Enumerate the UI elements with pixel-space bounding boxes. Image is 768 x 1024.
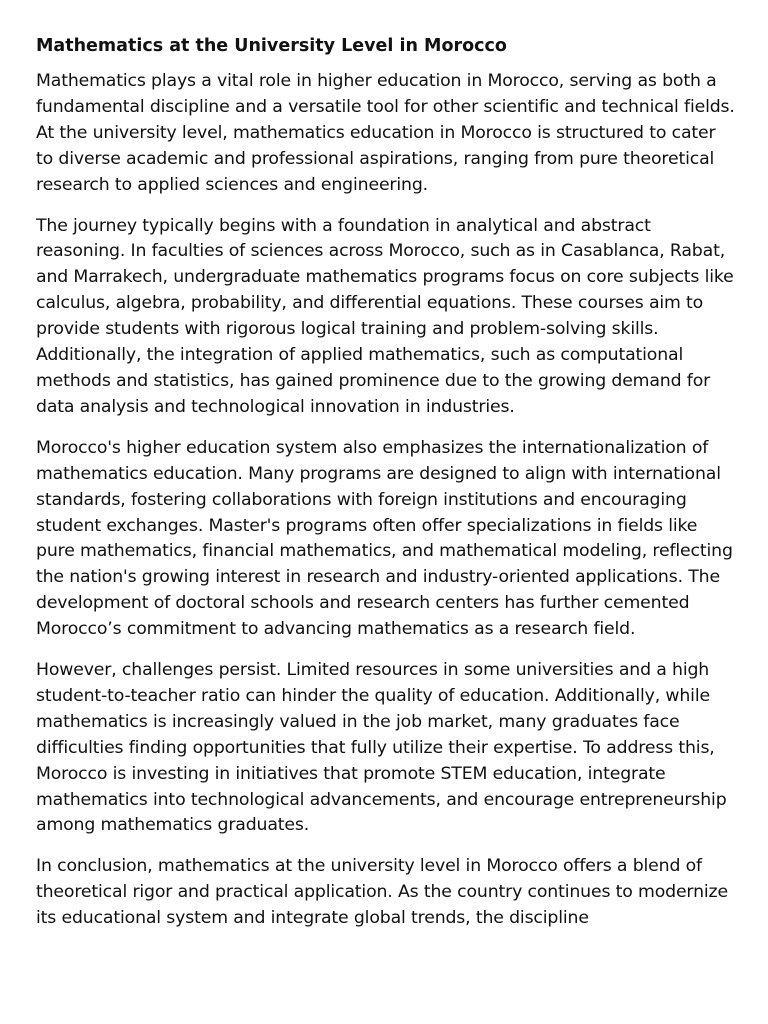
paragraph-introduction: Mathematics plays a vital role in higher education in Morocco, serving as both a fundamental discipline and a versatile tool for other scientific and technical fields. At the university level, mathematics education in Morocco is structured to cater to diverse academic and professional aspirations, ranging from pure theoretical research to applied sciences and engineering. bbox=[36, 71, 735, 195]
paragraph-undergraduate-foundation: The journey typically begins with a foundation in analytical and abstract reasoning. In faculties of sciences across Morocco, such as in Casablanca, Rabat, and Marrakech, undergraduate mathematics programs focus on core subjects like calculus, algebra, probability, and differential equations. These courses aim to provide students with rigorous logical training and problem-solving skills. Additionally, the integration of applied mathematics, such as computational methods and statistics, has gained prominence due to the growing demand for data analysis and technological innovation in industries. bbox=[36, 215, 734, 417]
paragraph-challenges: However, challenges persist. Limited resources in some universities and a high student-to-teacher ratio can hinder the quality of education. Additionally, while mathematics is increasingly valued in the job market, many graduates face difficulties finding opportunities that fully utilize their expertise. To address this, Morocco is investing in initiatives that promote STEM education, integrate mathematics into technological advancements, and encourage entrepreneurship among mathematics graduates. bbox=[36, 660, 727, 836]
paragraph-internationalization: Morocco's higher education system also emphasizes the internationalization of mathematics education. Many programs are designed to align with international standards, fostering collaborations with foreign institutions and encouraging student exchanges. Master's programs often offer specializations in fields like pure mathematics, financial mathematics, and mathematical modeling, reflecting the nation's growing interest in research and industry-oriented applications. The development of doctoral schools and research centers has further cemented Morocco’s commitment to advancing mathematics as a research field. bbox=[36, 437, 733, 640]
document-page bbox=[36, 33, 736, 947]
document-title: Mathematics at the University Level in Morocco bbox=[36, 36, 507, 56]
paragraph-conclusion: In conclusion, mathematics at the university level in Morocco offers a blend of theoretical rigor and practical application. As the country continues to modernize its educational system and integrate global trends, the discipline bbox=[36, 856, 728, 929]
